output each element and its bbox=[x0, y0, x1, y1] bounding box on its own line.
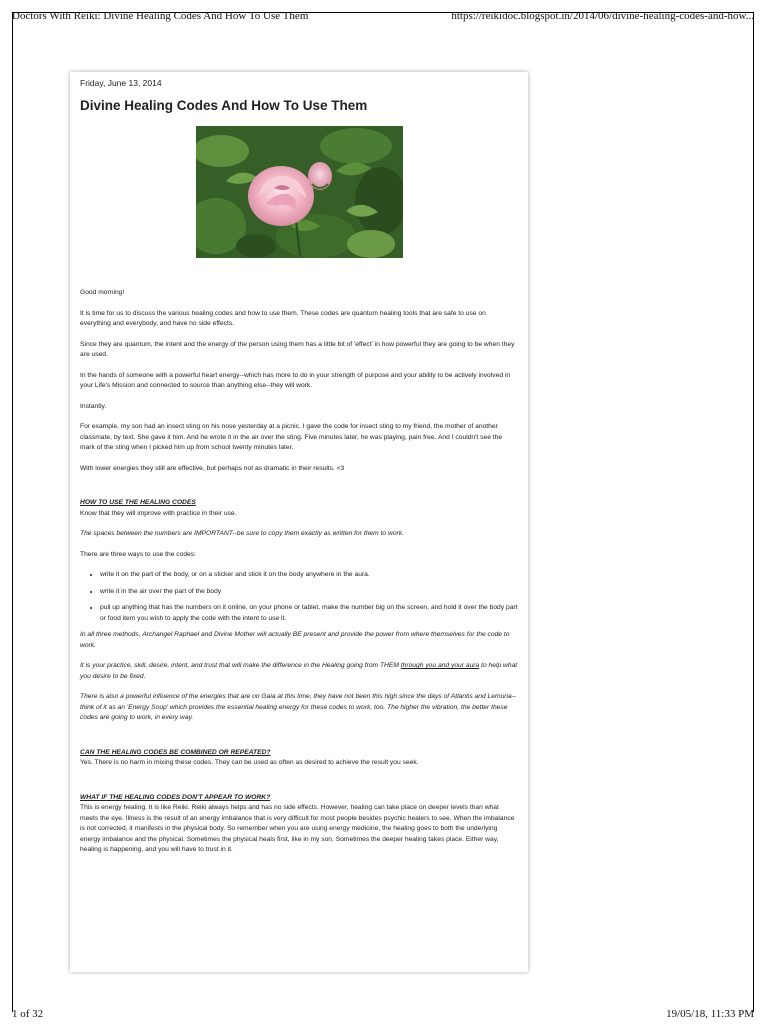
practice-paragraph bbox=[80, 661, 518, 682]
section-heading-combined: CAN THE HEALING CODES BE COMBINED OR REPEATED? bbox=[80, 748, 271, 756]
usage-list bbox=[80, 570, 518, 624]
practice-text: Know that they will improve with practice in their use. bbox=[80, 509, 237, 517]
post-image-container bbox=[80, 126, 518, 258]
aura-emphasis: through you and your aura bbox=[400, 662, 480, 669]
page-counter: 1 of 32 bbox=[12, 1008, 44, 1020]
print-header bbox=[12, 10, 754, 26]
section-heading-how-to-use: HOW TO USE THE HEALING CODES bbox=[80, 499, 196, 506]
practice-text-end: to help what you desire to be fixed. bbox=[80, 662, 518, 680]
print-page-url: https://reikidoc.blogspot.in/2014/06/divine-healing-codes-and-how... bbox=[451, 10, 754, 22]
methods-paragraph: In all three methods, Archangel Raphael and Divine Mother will actually BE present and provide the power from where themselves for the code to work. bbox=[80, 631, 510, 649]
practice-text-start: It is your practice, skill, desire, intent, and trust that will make the difference in the Healing going from THEM bbox=[80, 662, 401, 669]
list-item: • write it on the part of the body, or on a sticker and stick it on the body anywhere in the aura. bbox=[100, 570, 518, 581]
influence-paragraph: There is also a powerful influence of the energies that are on Gaia at this time, they have not been this high since the days of Atlantis and Lemuria--think of it as an 'Energy Soup' which provides the essential healing energy for these codes to work, too. The higher the vibration, the better these codes are going to work, in every way. bbox=[80, 693, 517, 721]
list-item: • pull up anything that has the numbers on it online, on your phone or tablet, make the number big on the screen, and hold it over the body part or food item you wish to apply the code with the intent to use it. bbox=[100, 603, 518, 624]
heart-energy-paragraph: In the hands of someone with a powerful heart energy--which has more to do in your strength of purpose and your ability to be actively involved in your Life's Mission and connected to source than anything else--they will work. bbox=[80, 371, 511, 389]
spaces-note: The spaces between the numbers are IMPORTANT--be sure to copy them exactly as written for them to work. bbox=[80, 530, 404, 537]
quantum-paragraph: Since they are quantum, the intent and the energy of the person using them has a little bit of 'effect' in how powerful they are going to be when they are used. bbox=[80, 340, 515, 358]
intro-paragraph: It is time for us to discuss the various healing codes and how to use them. These codes are quantum healing tools that are safe to use on everything and everybody, and have no side effects. bbox=[80, 309, 486, 327]
post-date: Friday, June 13, 2014 bbox=[80, 78, 162, 88]
section-heading-dont-work: WHAT IF THE HEALING CODES DON'T APPEAR TO WORK? bbox=[80, 793, 271, 801]
print-page-title: Doctors With Reiki: Divine Healing Codes And How To Use Them bbox=[12, 10, 309, 22]
print-footer bbox=[12, 1008, 754, 1022]
combined-answer: Yes. There is no harm in mixing these codes. They can be used as often as desired to achieve the result you seek. bbox=[80, 759, 419, 766]
three-ways-text: There are three ways to use the codes: bbox=[80, 550, 196, 558]
greeting-text: Good morning! bbox=[80, 289, 125, 296]
rose-photo[interactable] bbox=[196, 126, 403, 258]
rose-illustration bbox=[196, 126, 403, 258]
lower-energies-paragraph: With lower energies they still are effective, but perhaps not as dramatic in their results. <3 bbox=[80, 464, 345, 472]
list-item: • write it in the air over the part of the body bbox=[100, 587, 518, 598]
blog-post bbox=[70, 72, 528, 972]
dont-work-answer: This is energy healing. It is like Reiki. Reiki always helps and has no side effects. However, healing can take place on deeper levels than what meets the eye. Illness is the result of an energy imbalance that is very difficult for most people besides psychic healers to see. When the imbalance is not corrected, it manifests in the physical body. So remember when you are using energy medicine, the healing goes to both the underlying energy imbalance and the physical. Sometimes the physical heals first, like in my son. Sometimes the deeper healing takes place. Either way, healing is happening, and you will have to trust in it. bbox=[80, 804, 515, 853]
example-paragraph: For example, my son had an insect sting on his nose yesterday at a picnic. I gave the code for insect sting to my friend, the mother of another classmate, by text. She gave it him. And he wrote it in the air over the sting. Five minutes later, he was playing, pain free. And I couldn't see the mark of the sting when I picked him up from school twenty minutes later. bbox=[80, 423, 503, 451]
post-body bbox=[80, 288, 518, 856]
post-title: Divine Healing Codes And How To Use Them bbox=[80, 98, 368, 113]
instantly-text: Instantly. bbox=[80, 402, 107, 410]
print-datetime: 19/05/18, 11:33 PM bbox=[666, 1008, 754, 1020]
